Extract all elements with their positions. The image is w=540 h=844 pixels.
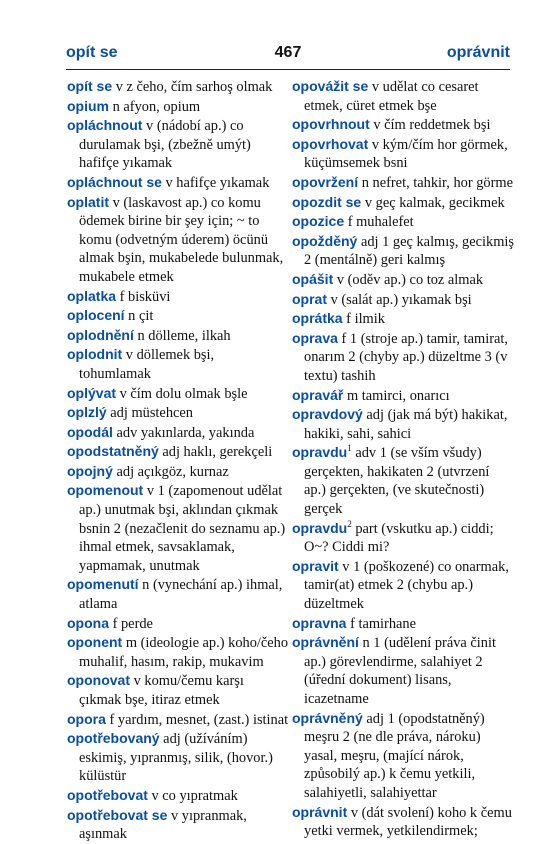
definition: f yardım, mesnet, (zast.) istinat xyxy=(105,711,289,728)
definition: n dölleme, ilkah xyxy=(133,327,231,344)
definition: m tamirci, onarıcı xyxy=(343,387,450,404)
definition: adj (jak má být) hakikat, hakiki, sahi, sahici xyxy=(304,407,508,442)
headword: opravna xyxy=(292,614,347,631)
definition: v čím dolu olmak bşle xyxy=(116,385,248,402)
definition: v döllemek bşi, tohumlamak xyxy=(79,347,215,382)
dictionary-entry xyxy=(292,270,514,290)
dictionary-entry xyxy=(67,193,289,287)
definition: adj (užíváním) eskimiş, yıpranmış, silik, (hovor.) külüstür xyxy=(79,731,273,785)
dictionary-entry xyxy=(67,442,289,462)
definition: f ilmik xyxy=(342,311,385,328)
headword: opášit xyxy=(292,270,334,287)
homonym-index: 1 xyxy=(347,443,352,454)
headword: oprávnění xyxy=(292,634,359,651)
headword: opravdu xyxy=(292,519,348,536)
dictionary-entry xyxy=(67,481,289,575)
headword: opovržení xyxy=(292,173,359,190)
dictionary-entry xyxy=(292,519,514,557)
definition: f 1 (stroje ap.) tamir, tamirat, onarım 2 (chyby ap.) düzeltme 3 (v textu) tashih xyxy=(304,330,508,384)
definition: f muhalefet xyxy=(344,214,414,231)
headword: oplzlý xyxy=(67,404,107,421)
dictionary-entry xyxy=(67,173,289,193)
definition: adv yakınlarda, yakında xyxy=(112,424,255,441)
dictionary-entry xyxy=(67,403,289,423)
dictionary-entry xyxy=(292,77,514,115)
definition: v hafifçe yıkamak xyxy=(161,174,270,191)
headword: oprátka xyxy=(292,310,343,327)
headword: oplodnit xyxy=(67,346,123,363)
definition: n nefret, tahkir, hor görme xyxy=(358,174,513,191)
dictionary-entry xyxy=(67,671,289,709)
definition: v (nádobí ap.) co durulamak bşi, (zbežně umýt) hafifçe yıkamak xyxy=(79,118,251,172)
headword: opovrhnout xyxy=(292,116,370,133)
headword: opozice xyxy=(292,213,345,230)
dictionary-entry xyxy=(67,116,289,173)
definition: n (vynechání ap.) ihmal, atlama xyxy=(79,577,283,613)
dictionary-entry xyxy=(292,709,514,803)
headword: opovážit se xyxy=(292,78,369,94)
dictionary-entry xyxy=(292,232,514,270)
definition: v geç kalmak, gecikmek xyxy=(361,194,505,211)
headword: opojný xyxy=(67,462,113,479)
headword: oplývat xyxy=(67,384,117,401)
dictionary-entry xyxy=(292,386,514,406)
header-rule xyxy=(66,69,510,70)
headword: opláchnout xyxy=(67,117,143,134)
definition: adj 1 geç kalmış, gecikmiş 2 (mentálně) geri kalmış xyxy=(304,233,515,269)
headword: opotřebovaný xyxy=(67,730,160,747)
headword: oprávněný xyxy=(292,709,363,726)
definition: v (laskavost ap.) co komu ödemek birine bir şey için; ~ to komu (odvetným úderem) öcünü almak bşin, mukabelede bulunmak, mukabele etmek xyxy=(79,194,284,285)
headword: oprava xyxy=(292,329,338,346)
dictionary-entry xyxy=(67,806,289,844)
left-column xyxy=(67,77,289,844)
definition: n afyon, opium xyxy=(109,98,201,115)
dictionary-entry xyxy=(67,462,289,482)
dictionary-entry xyxy=(67,710,289,730)
page-header xyxy=(66,44,510,68)
definition: v kým/čím hor görmek, küçümsemek bsni xyxy=(304,136,508,172)
headword: oplatit xyxy=(67,193,109,210)
definition: adv 1 (se vším všudy) gerçekten, hakikaten 2 (utvrzení ap.) gerçekten, (ve skutečnosti) gerçek xyxy=(304,445,490,518)
definition: adj haklı, gerekçeli xyxy=(158,444,273,461)
headword: opravdu xyxy=(292,444,348,461)
headword: oplocení xyxy=(67,307,125,324)
right-column xyxy=(292,77,514,841)
dictionary-entry xyxy=(67,326,289,346)
dictionary-entry xyxy=(292,633,514,708)
definition: v yıpranmak, aşınmak xyxy=(79,807,247,843)
headword: oponovat xyxy=(67,672,130,689)
headword: opotřebovat se xyxy=(67,806,168,823)
headword: oplodnění xyxy=(67,326,134,343)
definition: v 1 (zapomenout udělat ap.) unutmak bşi, aklından çıkmak bsnin 2 (nezačlenit do seznamu ap.) ihmal etmek, savsaklamak, yapmamak, unutmak xyxy=(79,483,286,574)
dictionary-entry xyxy=(67,729,289,786)
definition: adj açıkgöz, kurnaz xyxy=(112,463,229,480)
definition: v udělat co cesaret etmek, cüret etmek bşe xyxy=(304,79,479,114)
headword: oprávnit xyxy=(292,803,348,820)
headword: opít se xyxy=(67,78,113,94)
header-last-word: oprávnit xyxy=(446,44,510,61)
dictionary-entry xyxy=(292,614,514,634)
dictionary-entry xyxy=(67,306,289,326)
headword: oplatka xyxy=(67,287,117,304)
definition: adj 1 (opodstatněný) meşru 2 (ne dle práva, nároku) yasal, meşru, (mající nárok, způsobilý ap.) k čemu yetkili, salahiyetli, salahiyettar xyxy=(304,710,485,801)
definition: v (oděv ap.) co toz almak xyxy=(333,271,484,288)
dictionary-entry xyxy=(67,786,289,806)
headword: opravář xyxy=(292,386,344,403)
definition: f bisküvi xyxy=(116,288,171,305)
dictionary-entry xyxy=(292,212,514,232)
headword: opium xyxy=(67,97,109,114)
definition: f tamirhane xyxy=(346,615,416,632)
headword: opožděný xyxy=(292,232,358,249)
dictionary-entry xyxy=(292,290,514,310)
definition: v z čeho, čím sarhoş olmak xyxy=(112,79,273,95)
headword: opravit xyxy=(292,557,339,574)
definition: n 1 (udělení práva činit ap.) görevlendirme, salahiyet 2 (úřední dokument) lisans, icazetname xyxy=(304,635,496,707)
homonym-index: 2 xyxy=(347,518,352,529)
definition: part (vskutku ap.) ciddi; O~? Ciddi mi? xyxy=(304,520,494,556)
definition: v (salát ap.) yıkamak bşi xyxy=(327,291,472,308)
dictionary-entry xyxy=(292,329,514,386)
definition: v čím reddetmek bşi xyxy=(369,117,491,134)
dictionary-entry xyxy=(292,557,514,614)
page-number: 467 xyxy=(274,44,302,61)
headword: opomenutí xyxy=(67,576,139,593)
headword: oponent xyxy=(67,634,123,651)
headword: opomenout xyxy=(67,482,144,499)
dictionary-entry xyxy=(292,443,514,518)
definition: f perde xyxy=(109,615,153,632)
definition: v komu/čemu karşı çıkmak bşe, itiraz etmek xyxy=(79,673,244,708)
dictionary-entry xyxy=(292,193,514,213)
headword: oprat xyxy=(292,290,327,307)
dictionary-entry xyxy=(67,287,289,307)
headword: opláchnout se xyxy=(67,173,162,190)
headword: opravdový xyxy=(292,406,363,423)
headword: opona xyxy=(67,614,109,631)
header-first-word: opít se xyxy=(66,44,118,61)
dictionary-entry xyxy=(292,405,514,443)
dictionary-entry xyxy=(292,309,514,329)
headword: opozdit se xyxy=(292,193,362,210)
dictionary-entry xyxy=(67,423,289,443)
headword: opovrhovat xyxy=(292,135,369,152)
dictionary-entry xyxy=(292,803,514,841)
definition: v (dát svolení) koho k čemu yetki vermek, yetkilendirmek; xyxy=(304,804,512,840)
dictionary-entry xyxy=(67,384,289,404)
definition: v 1 (poškozené) co onarmak, tamir(at) etmek 2 (chybu ap.) düzeltmek xyxy=(304,558,509,613)
dictionary-entry xyxy=(67,345,289,383)
dictionary-entry xyxy=(67,614,289,634)
dictionary-entry xyxy=(67,575,289,613)
headword: opodstatněný xyxy=(67,443,159,460)
dictionary-entry xyxy=(292,115,514,135)
dictionary-entry xyxy=(67,77,289,97)
definition: m (ideologie ap.) koho/čeho muhalif, hasım, rakip, mukavim xyxy=(79,635,289,670)
headword: opodál xyxy=(67,423,113,440)
definition: adj müstehcen xyxy=(106,405,193,422)
definition: v co yıpratmak xyxy=(147,787,238,804)
headword: opotřebovat xyxy=(67,786,148,803)
dictionary-entry xyxy=(67,633,289,671)
dictionary-entry xyxy=(292,135,514,173)
definition: n çit xyxy=(124,308,154,325)
dictionary-entry xyxy=(292,173,514,193)
headword: opora xyxy=(67,710,106,727)
dictionary-entry xyxy=(67,97,289,117)
